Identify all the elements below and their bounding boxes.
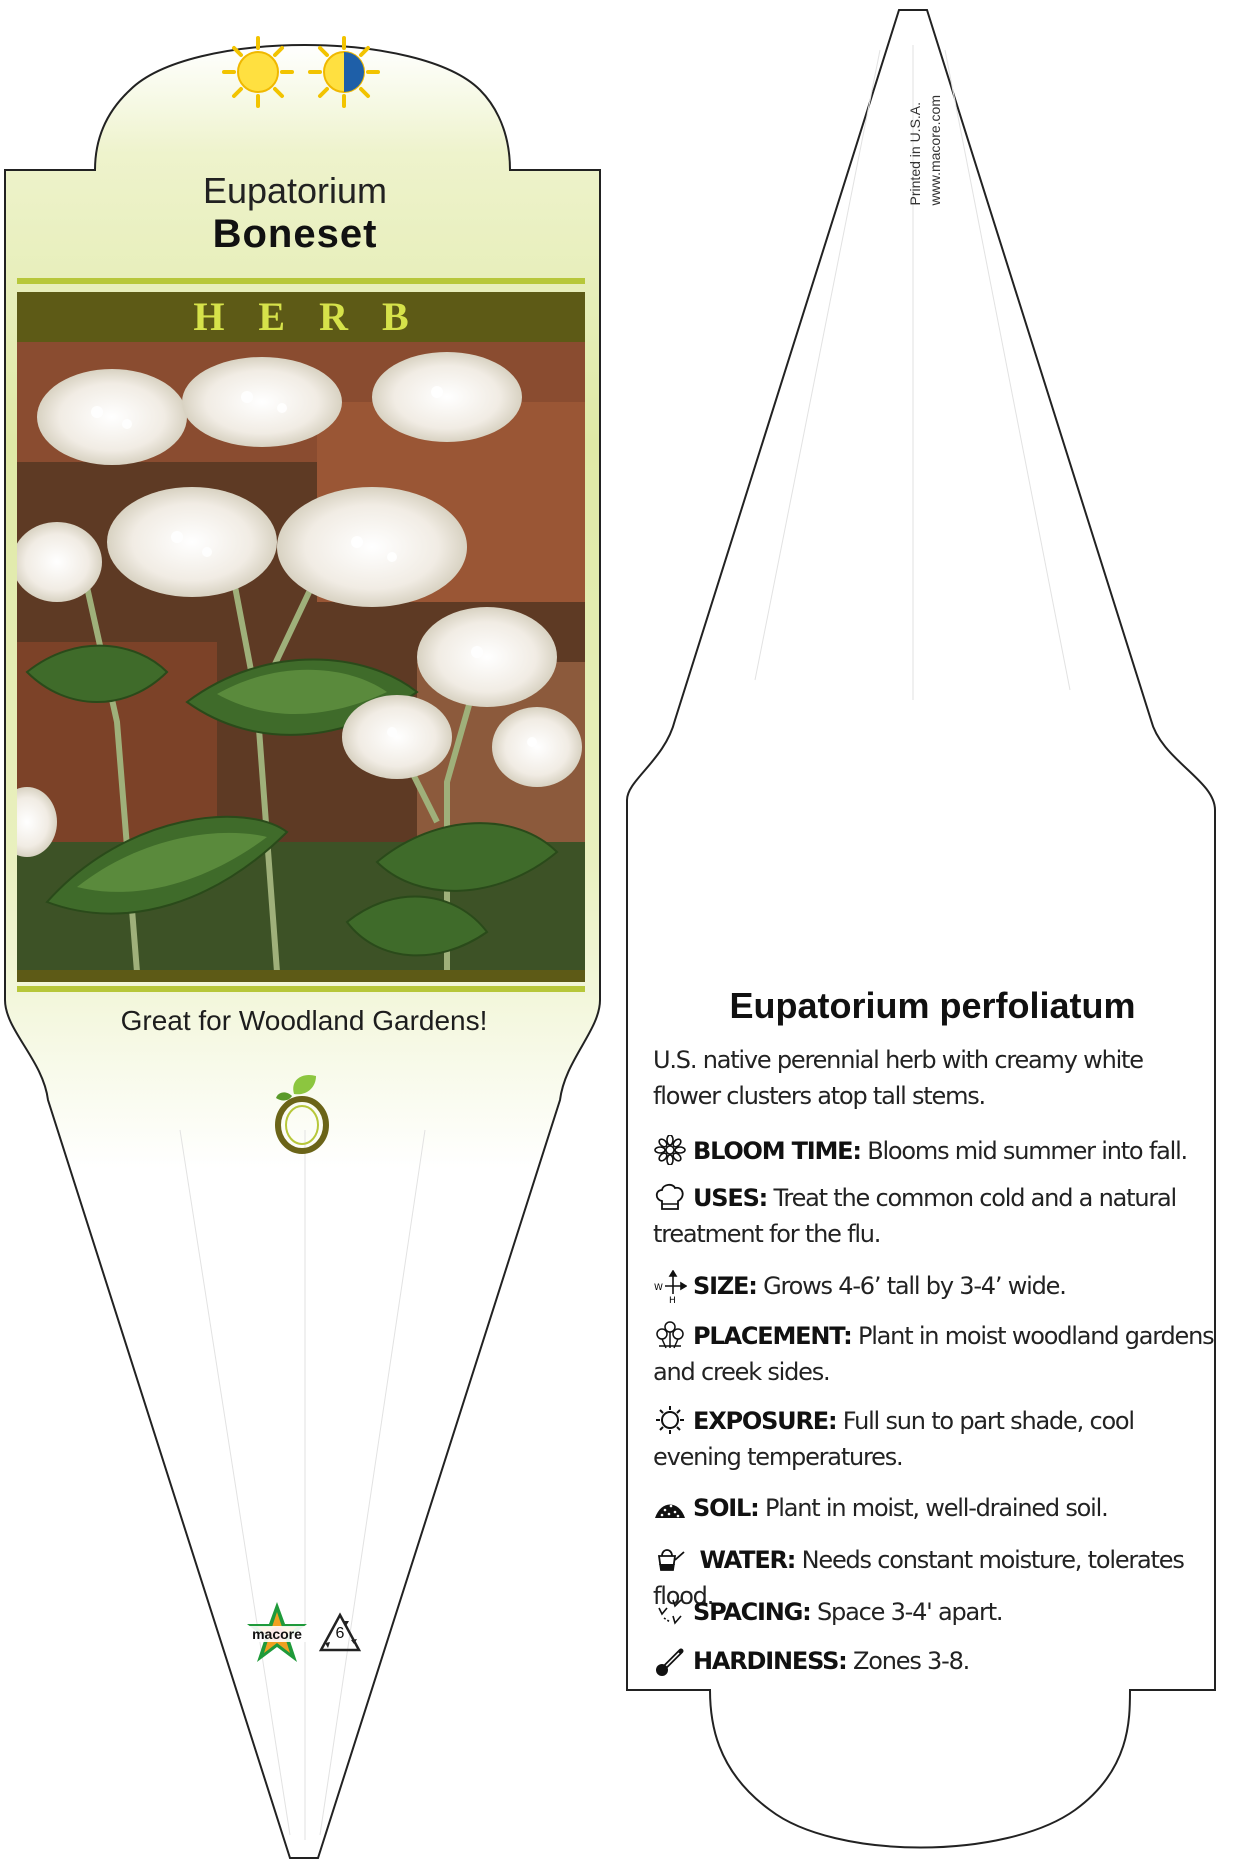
recycle-code: 6: [335, 1625, 345, 1642]
plant-photo: [17, 342, 585, 972]
water-text: Needs constant moisture, tolerates flood.: [653, 1546, 1184, 1610]
photo-bottom-band: [17, 970, 585, 982]
size-text: Grows 4-6’ tall by 3-4’ wide.: [763, 1272, 1066, 1300]
description: U.S. native perennial herb with creamy white flower clusters atop tall stems.: [653, 1046, 1143, 1110]
tagline: Great for Woodland Gardens!: [120, 1005, 488, 1036]
common-name: Boneset: [212, 212, 378, 256]
uses-text: Treat the common cold and a natural treatment for the flu.: [653, 1184, 1176, 1248]
water-label: WATER:: [699, 1546, 796, 1574]
uses-row: [653, 1180, 1218, 1252]
placement-text: Plant in moist woodland gardens and creek sides.: [653, 1322, 1214, 1386]
exposure-label: EXPOSURE:: [693, 1407, 837, 1435]
bloom-time-row: [653, 1133, 1218, 1169]
svg-text:H: H: [669, 1296, 675, 1304]
soil-row: [653, 1490, 1218, 1526]
sun-outline-icon: [653, 1405, 689, 1435]
spacing-text: Space 3-4' apart.: [817, 1598, 1003, 1626]
svg-text:W: W: [654, 1283, 662, 1293]
category-band: HERB: [17, 292, 585, 342]
plant-cluster-icon: [653, 1320, 689, 1350]
printed-line-2: www.macore.com: [927, 95, 943, 206]
chef-hat-icon: [653, 1182, 689, 1212]
full-sun-icon: [222, 36, 294, 108]
watering-can-icon: [653, 1544, 689, 1574]
bottom-accent-line: [17, 986, 585, 992]
spacing-row: [653, 1594, 1218, 1630]
genus-name: Eupatorium: [202, 170, 388, 211]
printed-line-1: Printed in U.S.A.: [907, 101, 923, 206]
uses-label: USES:: [693, 1184, 768, 1212]
size-row: [653, 1268, 1218, 1304]
hardiness-row: [653, 1643, 1218, 1679]
front-tag: [0, 0, 610, 1865]
bloom-time-label: BLOOM TIME:: [693, 1137, 861, 1165]
botanical-name: Eupatorium perfoliatum: [729, 985, 1136, 1026]
placement-label: PLACEMENT:: [693, 1322, 852, 1350]
size-arrows-icon: [653, 1270, 689, 1304]
soil-text: Plant in moist, well-drained soil.: [764, 1494, 1108, 1522]
soil-pile-icon: [653, 1492, 689, 1522]
printed-note: [905, 95, 945, 205]
spacing-plants-icon: [653, 1596, 689, 1626]
part-sun-icon: [308, 36, 380, 108]
hardiness-label: HARDINESS:: [693, 1647, 847, 1675]
top-accent-line: [17, 278, 585, 284]
hardiness-text: Zones 3-8.: [853, 1647, 970, 1675]
flower-icon: [653, 1135, 689, 1165]
placement-row: [653, 1318, 1218, 1390]
seed-logo-icon: [272, 1072, 334, 1154]
size-label: SIZE:: [693, 1272, 757, 1300]
thermometer-icon: [653, 1645, 689, 1675]
bloom-time-text: Blooms mid summer into fall.: [867, 1137, 1187, 1165]
exposure-row: [653, 1403, 1218, 1475]
spacing-label: SPACING:: [693, 1598, 811, 1626]
brand-name: macore: [252, 1626, 302, 1642]
exposure-text: Full sun to part shade, cool evening temperatures.: [653, 1407, 1134, 1471]
soil-label: SOIL:: [693, 1494, 759, 1522]
